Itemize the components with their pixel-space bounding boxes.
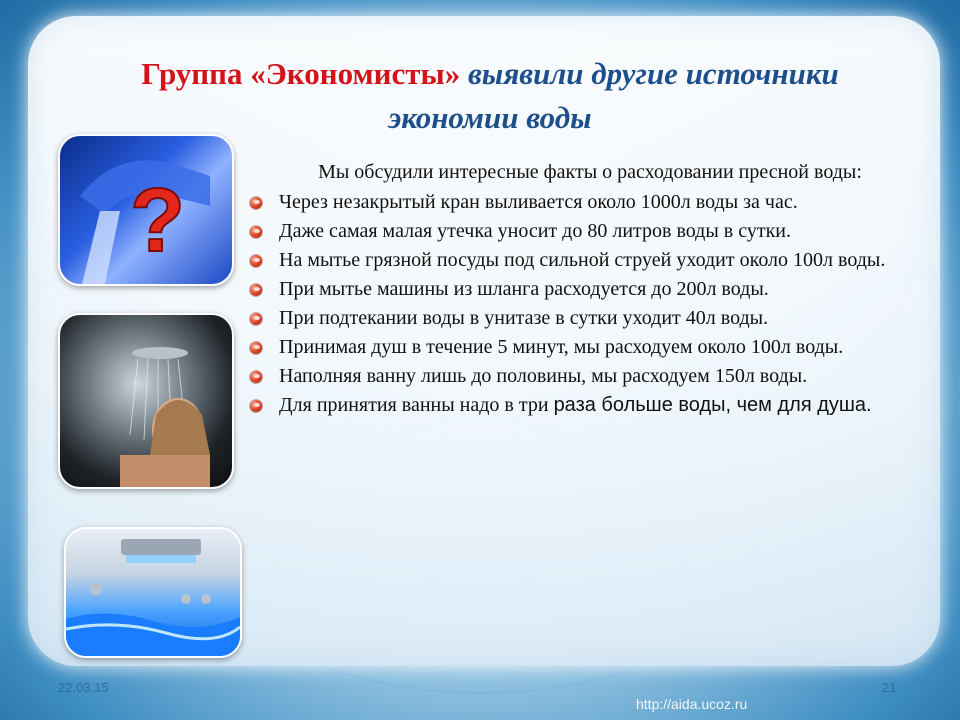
slide-title	[40, 52, 940, 140]
facts-list	[248, 188, 908, 420]
list-item	[248, 188, 908, 217]
bathtub-illustration	[66, 529, 240, 656]
intro-text: Мы обсудили интересные факты о расходовании пресной воды:	[318, 161, 862, 183]
title-blue-part-line2: экономии воды	[388, 100, 592, 135]
list-item-text: При мытье машины из шланга расходуется до 200л воды.	[279, 278, 769, 300]
list-item-text: При подтекании воды в унитазе в сутки уходит 40л воды.	[279, 307, 769, 329]
facts-content	[248, 158, 908, 420]
list-item	[248, 275, 908, 304]
list-item-text: Принимая душ в течение 5 минут, мы расходуем около 100л воды.	[279, 336, 844, 358]
list-item-text: Через незакрытый кран выливается около 1000л воды за час.	[279, 191, 798, 213]
red-sphere-bullet-icon	[250, 255, 262, 267]
red-sphere-bullet-icon	[250, 197, 262, 209]
red-sphere-bullet-icon	[250, 400, 262, 412]
list-item-text-sans: раза больше воды, чем для душа.	[553, 394, 872, 416]
list-item	[248, 246, 908, 275]
slide-date: 22.03.15	[58, 680, 109, 695]
red-sphere-bullet-icon	[250, 226, 262, 238]
list-item	[248, 391, 908, 420]
list-item-text: На мытье грязной посуды под сильной струей уходит около 100л воды.	[279, 249, 886, 271]
list-item	[248, 304, 908, 333]
title-blue-part-line1: выявили другие источники	[460, 56, 839, 91]
list-item	[248, 217, 908, 246]
list-item	[248, 362, 908, 391]
list-item	[248, 333, 908, 362]
svg-text:?: ?	[130, 171, 185, 271]
red-sphere-bullet-icon	[250, 284, 262, 296]
faucet-question-photo	[58, 134, 234, 286]
red-sphere-bullet-icon	[250, 313, 262, 325]
red-sphere-bullet-icon	[250, 342, 262, 354]
bathtub-photo	[64, 527, 242, 658]
list-item-text-serif: Для принятия ванны надо в три	[279, 394, 554, 416]
shower-illustration	[60, 315, 232, 487]
slide-number: 21	[882, 680, 897, 695]
shower-photo	[58, 313, 234, 489]
list-item-text: Наполняя ванну лишь до половины, мы расходуем 150л воды.	[279, 365, 808, 387]
list-item-text: Даже самая малая утечка уносит до 80 литров воды в сутки.	[279, 220, 792, 242]
source-url: http://aida.ucoz.ru	[636, 696, 748, 712]
faucet-illustration	[60, 136, 232, 284]
title-red-part: Группа «Экономисты»	[141, 56, 461, 91]
red-sphere-bullet-icon	[250, 371, 262, 383]
